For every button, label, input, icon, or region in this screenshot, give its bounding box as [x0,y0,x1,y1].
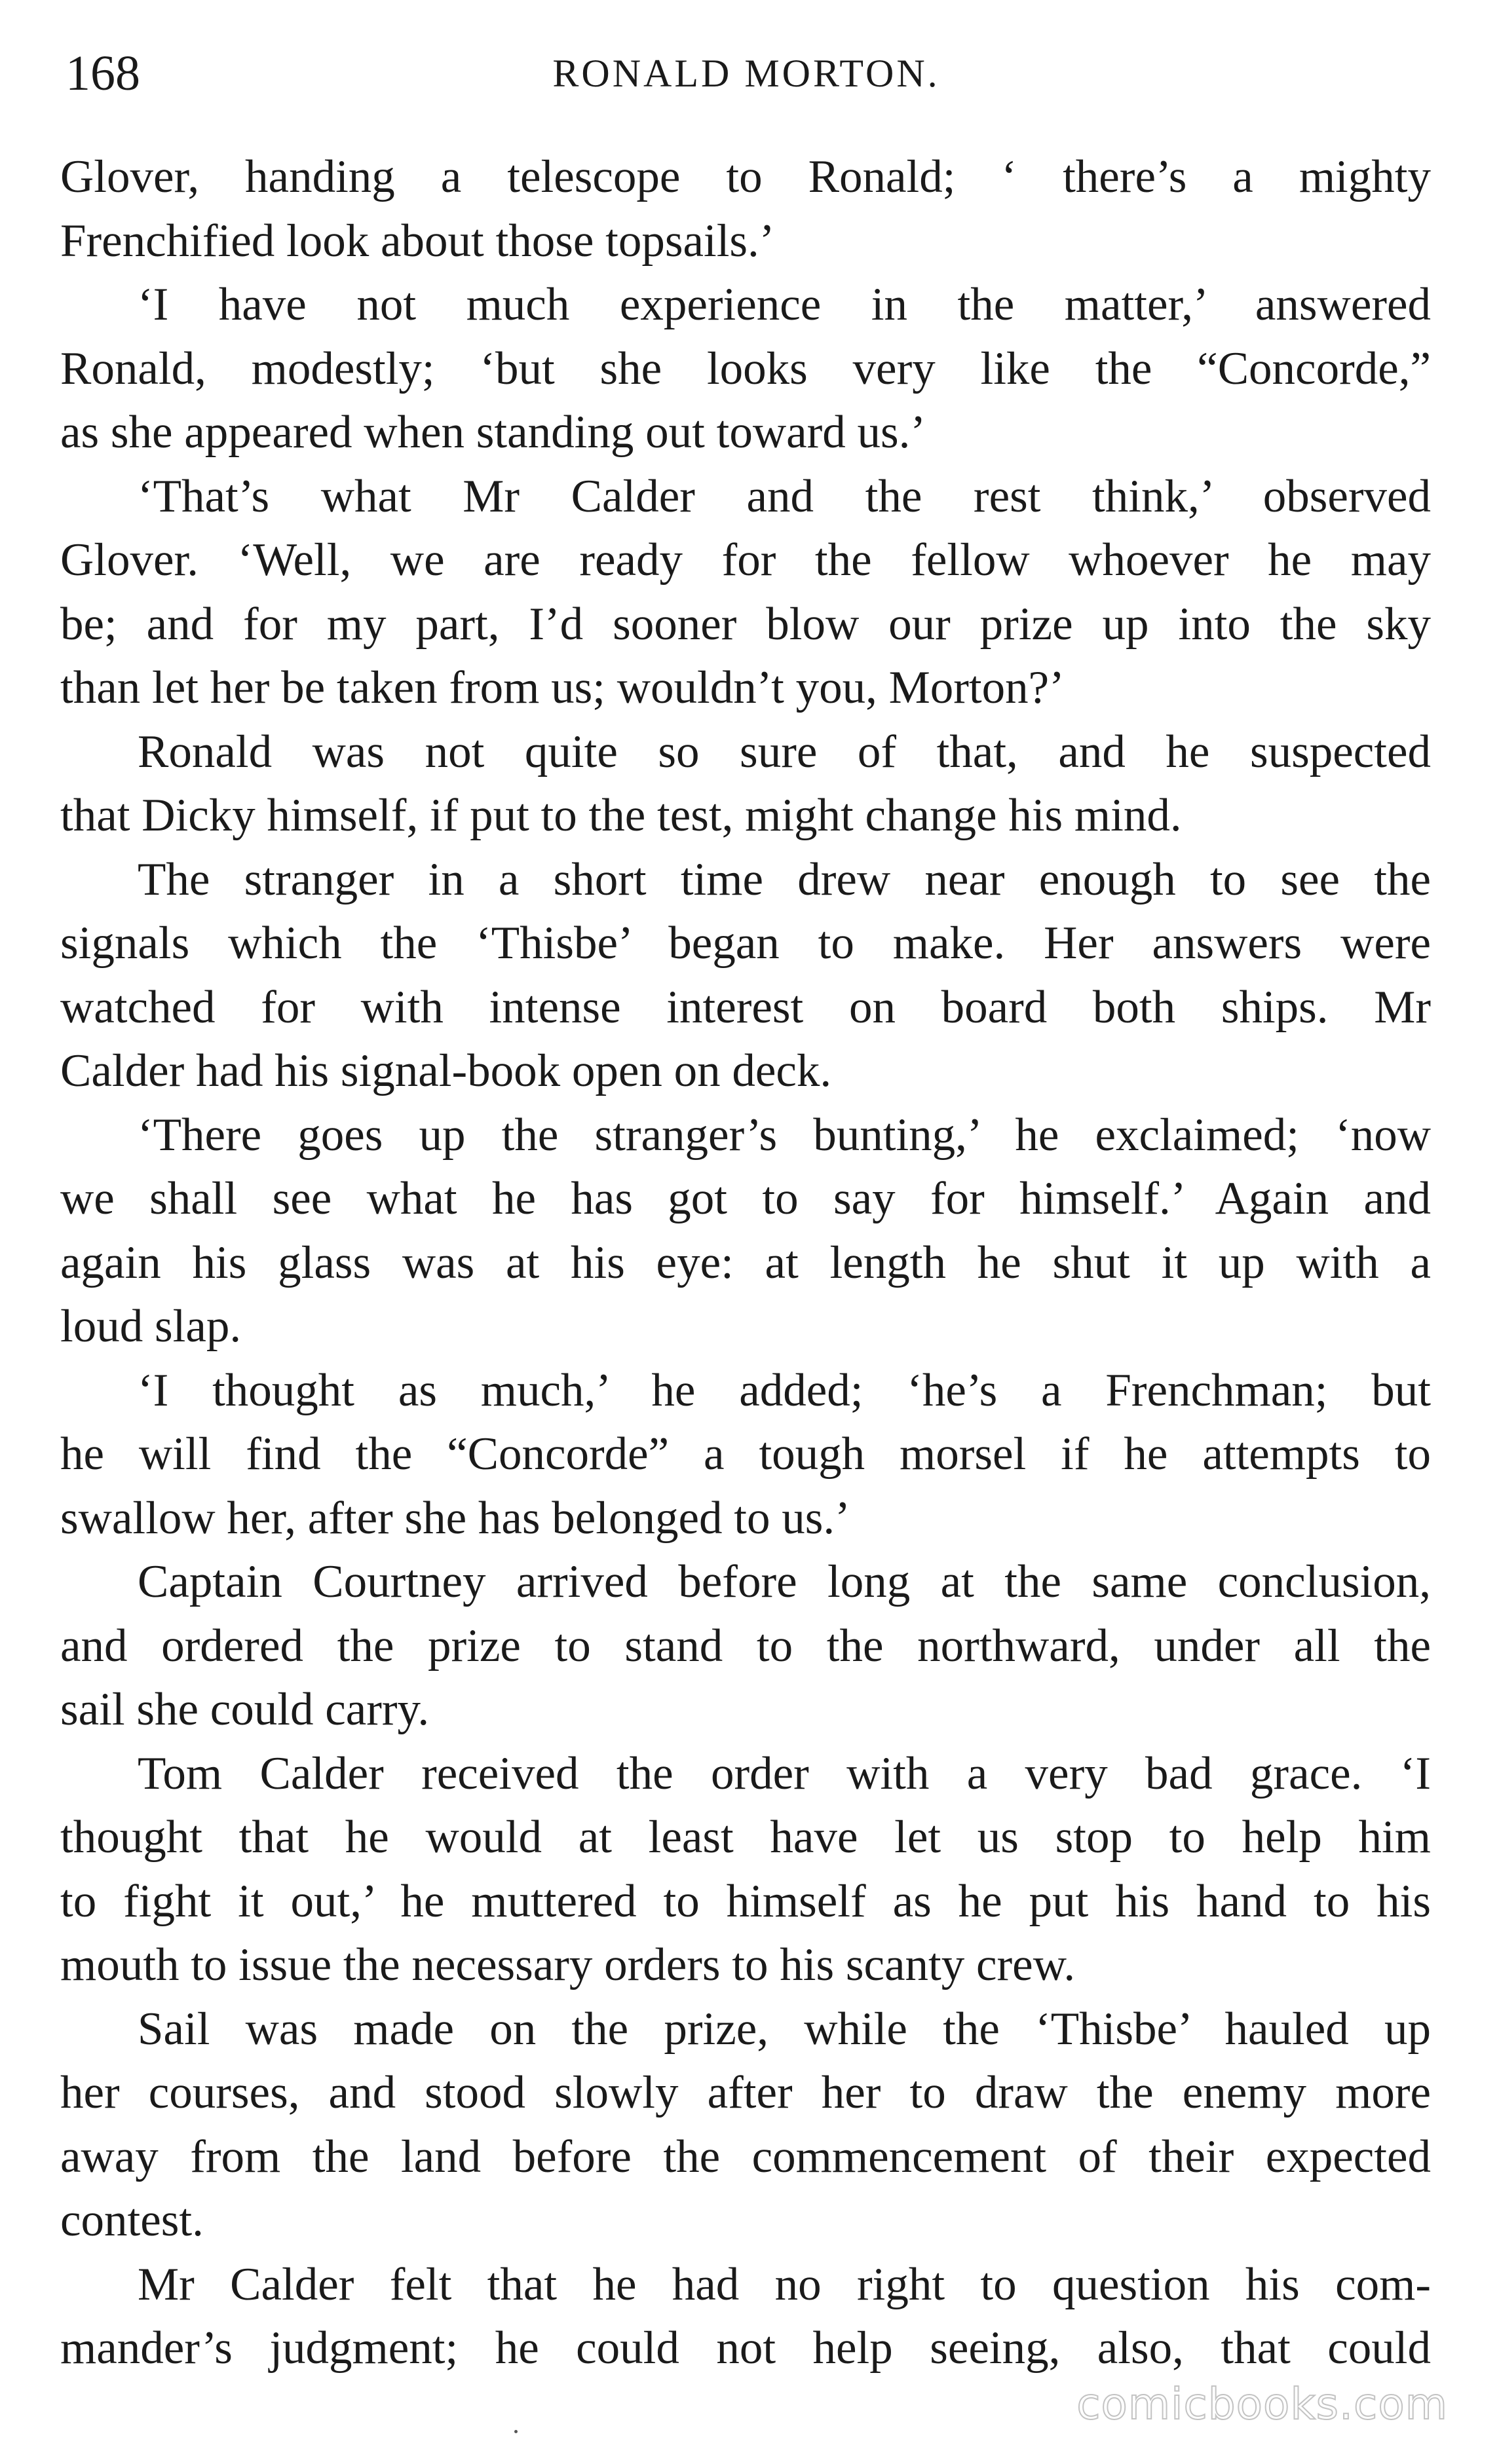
text-line: her courses, and stood slowly after her to draw the enemy more [60,2067,1431,2118]
text-line: ‘I thought as much,’ he added; ‘he’s a Frenchman; but [138,1364,1431,1416]
text-line: sail she could carry. [60,1684,430,1735]
text-line: as she appeared when standing out toward us.’ [60,407,926,458]
text-line: and ordered the prize to stand to the northward, under all the [60,1620,1431,1671]
text-line: be; and for my part, I’d sooner blow our prize up into the sky [60,598,1431,650]
text-line: swallow her, after she has belonged to us.’ [60,1492,850,1544]
text-line: loud slap. [60,1301,242,1352]
text-line: signals which the ‘Thisbe’ began to make. Her answers were [60,918,1431,969]
text-line: Glover. ‘Well, we are ready for the fellow whoever he may [60,534,1431,586]
text-line: he will find the “Concorde” a tough morsel if he attempts to [60,1428,1431,1480]
page-number: 168 [66,46,140,101]
text-line: mouth to issue the necessary orders to his scanty crew. [60,1939,1076,1990]
watermark: comicbooks.com [1076,2379,1448,2429]
text-line: ‘There goes up the stranger’s bunting,’ he exclaimed; ‘now [138,1109,1431,1161]
text-line: away from the land before the commencement of their expected [60,2131,1431,2182]
text-line: that Dicky himself, if put to the test, might change his mind. [60,790,1182,841]
text-line: Calder had his signal-book open on deck. [60,1045,832,1096]
text-line: ‘I have not much experience in the matter,’ answered [138,279,1431,330]
text-line: Frenchified look about those topsails.’ [60,215,775,267]
text-line: ‘That’s what Mr Calder and the rest think,’ observed [138,470,1431,522]
print-speck [514,2430,518,2433]
text-line: contest. [60,2195,204,2246]
running-head [66,41,1427,106]
text-line: Sail was made on the prize, while the ‘Thisbe’ hauled up [138,2003,1431,2055]
text-line: we shall see what he has got to say for himself.’ Again and [60,1173,1431,1224]
text-line: than let her be taken from us; wouldn’t you, Morton?’ [60,662,1065,713]
text-line: Ronald was not quite so sure of that, and he suspected [138,726,1431,777]
body-text [60,145,1431,2381]
text-line: Mr Calder felt that he had no right to question his com- [138,2258,1431,2310]
text-line: Tom Calder received the order with a very bad grace. ‘I [138,1747,1431,1799]
text-line: mander’s judgment; he could not help seeing, also, that could [60,2323,1431,2374]
text-line: watched for with intense interest on board both ships. Mr [60,981,1431,1033]
text-line: thought that he would at least have let us stop to help him [60,1812,1431,1863]
text-line: Captain Courtney arrived before long at the same conclusion, [138,1556,1431,1607]
text-line: The stranger in a short time drew near enough to see the [138,853,1431,905]
text-line: Ronald, modestly; ‘but she looks very like the “Concorde,” [60,343,1431,394]
text-line: Glover, handing a telescope to Ronald; ‘ there’s a mighty [60,151,1431,202]
text-line: again his glass was at his eye: at length he shut it up with a [60,1237,1431,1288]
running-title: RONALD MORTON. [552,52,940,95]
text-line: to fight it out,’ he muttered to himself as he put his hand to his [60,1875,1431,1927]
